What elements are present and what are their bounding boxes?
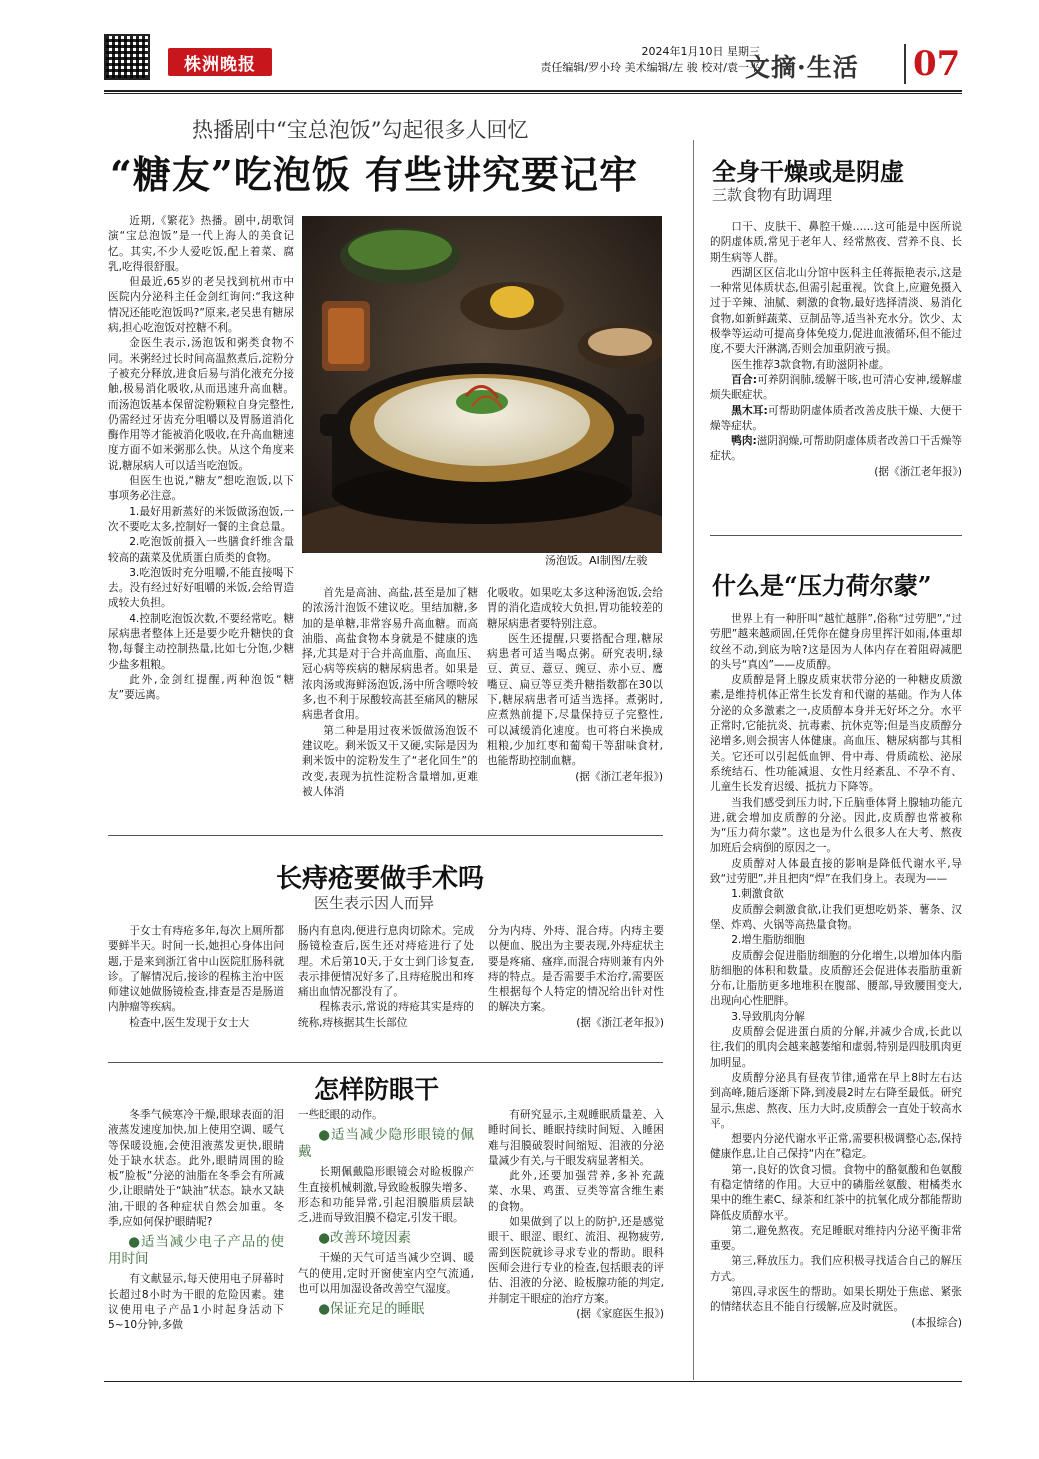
paragraph: 3.吃泡饭时充分咀嚼,不能直接喝下去。没有经过好好咀嚼的米饭,会给胃造成较大负担。: [108, 566, 294, 610]
editors-line: 责任编辑/罗小玲 美术编辑/左 骏 校对/袁一平: [540, 61, 760, 74]
article1-column-3: [487, 586, 663, 785]
article4-column-1: [108, 924, 284, 1031]
header-rule: [104, 90, 962, 92]
paragraph: 程栋表示,常说的痔疮其实是痔的统称,痔核据其生长部位: [298, 1001, 474, 1029]
paragraph: 皮质醇会促进脂肪细胞的分化增生,以增加体内脂肪细胞的体积和数量。皮质醇还会促进体表脂肪重新分布,让脂肪更多地堆积在腹部、腰部,导致腰围变大,出现向心性肥胖。: [710, 949, 962, 1008]
paragraph: 皮质醇会促进蛋白质的分解,并减少合成,长此以往,我们的肌肉会越来越萎缩和虚弱,特别是四肢肌肉更加明显。: [710, 1026, 962, 1069]
paragraph: 皮质醇对人体最直接的影响是降低代谢水平,导致“过劳肥”,并且把肉“焊”在我们身上。表现为——: [710, 857, 962, 886]
paragraph: 有文献显示,每天使用电子屏幕时长超过8小时为干眼的危险因素。建议使用电子产品1小时起身活动下5~10分钟,多做: [108, 1273, 284, 1332]
article3-body: [710, 612, 962, 1331]
subhead: ●适当减少电子产品的使用时间: [108, 1234, 285, 1268]
paragraph: 化吸收。如果吃太多这种汤泡饭,会给胃的消化造成较大负担,胃功能较差的糖尿病患者要特别注意。: [487, 587, 663, 630]
article1-column-1: [108, 214, 294, 704]
masthead-logo: 株洲晚报: [168, 48, 272, 76]
bullet-icon: ●: [128, 1234, 141, 1251]
subhead: ●改善环境因素: [318, 1230, 412, 1247]
article5-column-2: [298, 1108, 474, 1322]
article5-title: 怎样防眼干: [314, 1075, 440, 1104]
paragraph: 第二,避免熬夜。充足睡眠对维持内分泌平衡非常重要。: [710, 1224, 962, 1253]
paragraph: 世界上有一种肝叫“越忙越胖”,俗称“过劳肥”,“过劳肥”越来越顽固,任凭你在健身房里挥汗如雨,体重却纹丝不动,到底为啥?这是因为人体内存在着阻碍减肥的头号“真凶”——皮质醇。: [710, 613, 962, 671]
paragraph: 皮质醇是肾上腺皮质束状带分泌的一种糖皮质激素,是维持机体正常生长发育和代谢的基础。作为人体分泌的众多激素之一,皮质醇本身并无好坏之分。水平正常时,它能抗炎、抗毒素、抗休克等;但是当皮质醇分泌增多,则会损害人体健康。高血压、糖尿病都与其相关。它还可以引起低血钾、骨中毒、骨质疏松、泌尿系统结石、性功能减退、女性月经紊乱、不孕不育、儿童生长发育迟缓、抵抗力下降等。: [710, 674, 962, 794]
paragraph: 但医生也说,“糖友”想吃泡饭,以下事项务必注意。: [108, 475, 294, 503]
header-info: [520, 44, 760, 76]
paragraph: 皮质醇分泌具有昼夜节律,通常在早上8时左右达到高峰,随后逐渐下降,到凌晨2时左右降至最低。研究显示,焦虑、熬夜、压力大时,皮质醇会一直处于较高水平。: [710, 1071, 962, 1130]
article4-column-2: [298, 924, 474, 1031]
paragraph: 第二种是用过夜米饭做汤泡饭不建议吃。剩米饭又干又硬,实际是因为剩米饭中的淀粉发生了“老化回生”的改变,表现为抗性淀粉含量增加,更难被人体消: [302, 724, 478, 798]
paragraph: 首先是高油、高盐,甚至是加了糖的浓汤汁泡饭不建议吃。里结加糖,多加的是单糖,非常容易升高血糖。而高油脂、高盐食物本身就是不健康的选择,尤其是对于合并高血脂、高血压、冠心病等疾病的糖尿病患者。如果是浓肉汤或海鲜汤泡饭,汤中所含嘌呤较多,也不利于尿酸较高甚至痛风的糖尿病患者食用。: [302, 587, 478, 722]
article3-title: 什么是“压力荷尔蒙”: [712, 571, 932, 600]
article2-subtitle: 三款食物有助调理: [712, 186, 833, 204]
paragraph: 有研究显示,主观睡眠质量差、入睡时间长、睡眠持续时间短、入睡困难与泪膜破裂时间缩短、泪液的分泌量减少有关,与干眼发病显著相关。: [488, 1109, 664, 1167]
source-note: (据《浙江老年报》): [575, 770, 663, 783]
paragraph: 皮质醇会刺激食欲,让我们更想吃奶茶、薯条、汉堡、炸鸡、火锅等高热量食物。: [710, 903, 962, 931]
page-number: 07: [913, 44, 961, 84]
article5-column-3: [488, 1108, 664, 1322]
source-note: (据《浙江老年报》): [576, 1016, 664, 1029]
paragraph: 此外,还要加强营养,多补充蔬菜、水果、鸡蛋、豆类等富含维生素的食物。: [488, 1170, 664, 1213]
subhead: ●保证充足的睡眠: [318, 1301, 425, 1318]
paragraph: 如果做到了以上的防护,还是感觉眼干、眼涩、眼红、流泪、视物疲劳,需到医院就诊寻求专业的帮助。眼科医师会进行专业的检查,包括眼表的评估、泪液的分泌、睑板腺功能的判定,并制定干眼症的治疗方案。: [488, 1216, 664, 1305]
article1-photo: [302, 216, 662, 553]
section-divider: [108, 835, 663, 836]
section-divider: [710, 535, 962, 536]
paragraph: 但最近,65岁的老吴找到杭州市中医院内分泌科主任金剑红询问:“我这种情况还能吃泡饭吗?”原来,老吴患有糖尿病,担心吃泡饭对控糖不利。: [108, 276, 294, 335]
food-item: 百合:可养阴润肺,缓解干咳,也可清心安神,缓解虚烦失眠症状。: [710, 373, 962, 402]
subhead: ●适当减少隐形眼镜的佩戴: [298, 1127, 475, 1161]
subhead: 2.增生脂肪细胞: [731, 934, 805, 947]
rice-bowl-illustration: [302, 216, 662, 553]
header-divider: [904, 44, 906, 84]
article5-column-1: [108, 1108, 284, 1334]
article2-body: [710, 220, 962, 480]
source-note: (据《浙江老年报》): [874, 465, 962, 478]
article4-title: 长痔疮要做手术吗: [276, 864, 485, 894]
paragraph: 于女士有痔疮多年,每次上厕所都要鲜半天。时间一长,她担心身体出问题,于是来到浙江省中山医院肛肠科就诊。了解情况后,接诊的程栋主治中医师建议她做肠镜检查,排查是否是肠道内肿瘤等疾病。: [108, 925, 284, 1014]
article1-kicker: 热播剧中“宝总泡饭”勾起很多人回忆: [192, 118, 529, 142]
column-divider: [693, 140, 694, 1380]
subhead: 1.刺激食欲: [731, 888, 784, 901]
article1-title: “糖友”吃泡饭 有些讲究要记牢: [110, 152, 638, 197]
paragraph: 1.最好用新蒸好的米饭做汤泡饭,一次不要吃太多,控制好一餐的主食总量。: [108, 505, 294, 533]
date-line: 2024年1月10日 星期三: [641, 45, 760, 58]
paragraph: 第四,寻求医生的帮助。如果长期处于焦虑、紧张的情绪状态且不能自行缓解,应及时就医。: [710, 1286, 962, 1314]
food-item: 鸭肉:滋阴润燥,可帮助阴虚体质者改善口干舌燥等症状。: [710, 435, 962, 463]
paragraph: 近期,《繁花》热播。剧中,胡歌饲演“宝总泡饭”是一代上海人的美食记忆。其实,不少人爱吃饭,配上着菜、腐乳,吃得很舒服。: [108, 215, 294, 273]
paragraph: 第三,释放压力。我们应积极寻找适合自己的解压方式。: [710, 1255, 962, 1283]
paragraph: 肠内有息肉,便进行息肉切除术。完成肠镜检查后,医生还对痔疮进行了处理。术后第10天,于女士到门诊复查,表示排便情况好多了,且痔疮脱出和疼痛出血情况都没有了。: [298, 925, 474, 999]
section-divider: [108, 1062, 663, 1063]
paragraph: 第一,良好的饮食习惯。食物中的酪氨酸和色氨酸有稳定情绪的作用。大豆中的磷脂丝氨酸、柑橘类水果中的维生素C、绿茶和红茶中的抗氧化成分都能帮助降低皮质醇水平。: [710, 1163, 962, 1222]
paragraph: 医生推荐3款食物,有助滋阴补虚。: [731, 358, 890, 371]
paragraph: 2.吃泡饭前摄入一些膳食纤维含量较高的蔬菜及优质蛋白质类的食物。: [108, 536, 294, 564]
bullet-icon: ●: [318, 1230, 331, 1247]
paragraph: 一些眨眼的动作。: [298, 1109, 383, 1121]
paragraph: 冬季气候寒冷干燥,眼球表面的泪液蒸发速度加快,加上使用空调、暖气等保暖设施,会使泪液蒸发更快,眼睛处于缺水状态。此外,眼睛周围的睑板”脸板”分泌的油脂在冬季会有所减少,让眼睛处于“缺油”状态。缺水又缺油,干眼的各种症状自然会加重。冬季,应如何保护眼睛呢?: [108, 1109, 284, 1229]
section-name: 文摘·生活: [745, 53, 859, 82]
paragraph: 干燥的天气可适当减少空调、暖气的使用,定时开窗使室内空气流通,也可以用加湿设备改善空气湿度。: [298, 1252, 474, 1296]
header-rule-thin: [104, 93, 962, 94]
source-note: (据《家庭医生报》): [576, 1307, 664, 1320]
article2-title: 全身干燥或是阴虚: [712, 157, 904, 186]
article1-column-2: [302, 586, 478, 800]
article4-column-3: [488, 924, 664, 1031]
paragraph: 分为内痔、外痔、混合痔。内痔主要以便血、脱出为主要表现,外痔症状主要是疼痛、瘙痒,而混合痔则兼有内外痔的特点。是否需要手术治疗,需要医生根据每个人特定的情况给出针对性的解决方案。: [488, 925, 664, 1014]
paragraph: 想要内分泌代谢水平正常,需要积极调整心态,保持健康作息,让自己保持“内在”稳定。: [710, 1133, 962, 1161]
photo-caption: 汤泡饭。AI制图/左骏: [545, 554, 648, 567]
article4-subtitle: 医生表示因人而异: [314, 894, 435, 912]
paragraph: 4.控制吃泡饭次数,不要经常吃。糖尿病患者整体上还是要少吃升糖快的食物,每餐主动控制热量,比如七分饱,少糖少盐多粗粮。: [108, 612, 294, 671]
qr-code[interactable]: [104, 34, 150, 80]
paragraph: 当我们感受到压力时,下丘脑垂体肾上腺轴功能亢进,就会增加皮质醇的分泌。因此,皮质醇也常被称为“压力荷尔蒙”。这也是为什么很多人在大考、熬夜加班后会病倒的原因之一。: [710, 796, 962, 855]
paragraph: 长期佩戴隐形眼镜会对睑板腺产生直接机械刺激,导致睑板腺失增多、形态和功能异常,引起泪膜脂质层缺乏,进而导致泪膜不稳定,引发干眼。: [298, 1166, 474, 1225]
paragraph: 口干、皮肤干、鼻腔干燥……这可能是中医所说的阴虚体质,常见于老年人、经常熬夜、营养不良、长期生病等人群。: [710, 221, 962, 264]
food-item: 黑木耳:可帮助阴虚体质者改善皮肤干燥、大便干燥等症状。: [710, 404, 962, 432]
paragraph: 此外,金剑红提醒,两种泡饭“糖友”要远离。: [108, 673, 294, 702]
paragraph: 西湖区区信北山分馆中医科主任蒋振艳表示,这是一种常见体质状态,但需引起重视。饮食上,应避免摄入过于辛辣、油腻、刺激的食物,最好选择清淡、易消化食物,如新鲜蔬菜、豆制品等,适当补充水分。饮少、太极拳等运动可提高身体免疫力,促进血液循环,但不能过度,不要大汗淋漓,否则会加重阴液亏损。: [710, 266, 962, 356]
bullet-icon: ●: [318, 1127, 331, 1144]
paragraph: 检查中,医生发现于女士大: [129, 1016, 250, 1029]
source-note: (本报综合): [911, 1316, 962, 1329]
footer-rule: [104, 1381, 962, 1382]
subhead: 3.导致肌肉分解: [731, 1010, 805, 1023]
paragraph: 金医生表示,汤泡饭和粥类食物不同。米粥经过长时间高温熬煮后,淀粉分子被充分释放,进食后易与消化液充分接触,极易消化吸收,从而迅速升高血糖。而汤泡饭基本保留淀粉颗粒自身完整性,仍需经过牙齿充分咀嚼以及胃肠道消化酶作用等才能被消化吸收,在升高血糖速度方面不如米粥那么快。从这个角度来说,糖尿病人可以适当吃泡饭。: [108, 337, 294, 472]
bullet-icon: ●: [318, 1301, 331, 1318]
paragraph: 医生还提醒,只要搭配合理,糖尿病患者可适当喝点粥。研究表明,绿豆、黄豆、薏豆、豌豆、赤小豆、鹰嘴豆、扁豆等豆类升糖指数都在30以下,糖尿病患者可适当选择。煮粥时,应煮熟前提下,尽量保持豆子完整性,可以减缓消化速度。也可将白米换成粗粮,少加红枣和葡萄干等甜味食材,也能帮助控制血糖。: [487, 632, 663, 768]
